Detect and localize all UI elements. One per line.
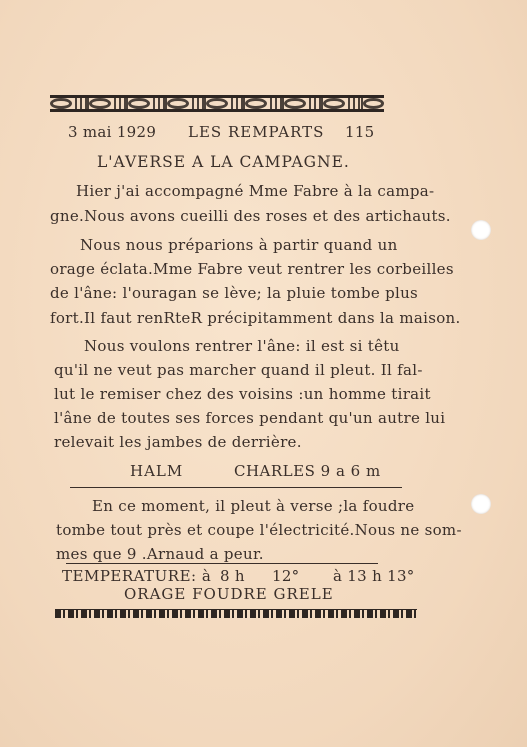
temperature-time-value-2: à 13 h 13° xyxy=(333,567,415,585)
temperature-value-1: 12° xyxy=(272,567,300,585)
paragraph-3-line-2: qu'il ne veut pas marcher quand il pleut. Il fal- xyxy=(54,361,423,379)
paragraph-2-line-4: fort.Il faut renRteR précipitamment dans la maison. xyxy=(50,309,461,327)
paragraph-3-line-3: lut le remiser chez des voisins :un homme tirait xyxy=(54,385,431,403)
paragraph-3-line-4: l'âne de toutes ses forces pendant qu'un autre lui xyxy=(54,409,446,427)
article-title: L'AVERSE A LA CAMPAGNE. xyxy=(97,153,350,171)
header-date: 3 mai 1929 xyxy=(68,123,157,141)
divider-rule xyxy=(70,487,402,488)
paragraph-4-line-2: tombe tout près et coupe l'électricité.Nous ne som- xyxy=(56,521,462,539)
paragraph-4-line-1: En ce moment, il pleut à verse ;la foudre xyxy=(92,497,415,515)
header-section: LES REMPARTS xyxy=(188,123,325,141)
temperature-time-1: 8 h xyxy=(220,567,245,585)
ornamental-border-top xyxy=(50,95,384,112)
ornamental-border-bottom xyxy=(55,609,417,618)
paragraph-2-line-2: orage éclata.Mme Fabre veut rentrer les corbeilles xyxy=(50,260,454,278)
signature-name: HALM xyxy=(130,462,184,480)
binder-hole-top xyxy=(471,220,491,240)
paragraph-1-line-1: Hier j'ai accompagné Mme Fabre à la campa- xyxy=(76,182,435,200)
paragraph-2-line-3: de l'âne: l'ouragan se lève; la pluie tombe plus xyxy=(50,284,419,302)
paragraph-3-line-1: Nous voulons rentrer l'âne: il est si têtu xyxy=(84,337,400,355)
binder-hole-bottom xyxy=(471,494,491,514)
header-page-number: 115 xyxy=(345,123,375,141)
paragraph-3-line-5: relevait les jambes de derrière. xyxy=(54,433,302,451)
signature-line: CHARLES 9 a 6 m xyxy=(234,462,381,480)
paragraph-2-line-1: Nous nous préparions à partir quand un xyxy=(80,236,398,254)
paragraph-4-line-3: mes que 9 .Arnaud a peur. xyxy=(56,545,264,563)
paragraph-1-line-2: gne.Nous avons cueilli des roses et des artichauts. xyxy=(50,207,451,225)
weather-conditions: ORAGE FOUDRE GRELE xyxy=(124,585,334,603)
temperature-label: TEMPERATURE: à xyxy=(62,567,212,585)
weather-rule xyxy=(66,563,378,564)
